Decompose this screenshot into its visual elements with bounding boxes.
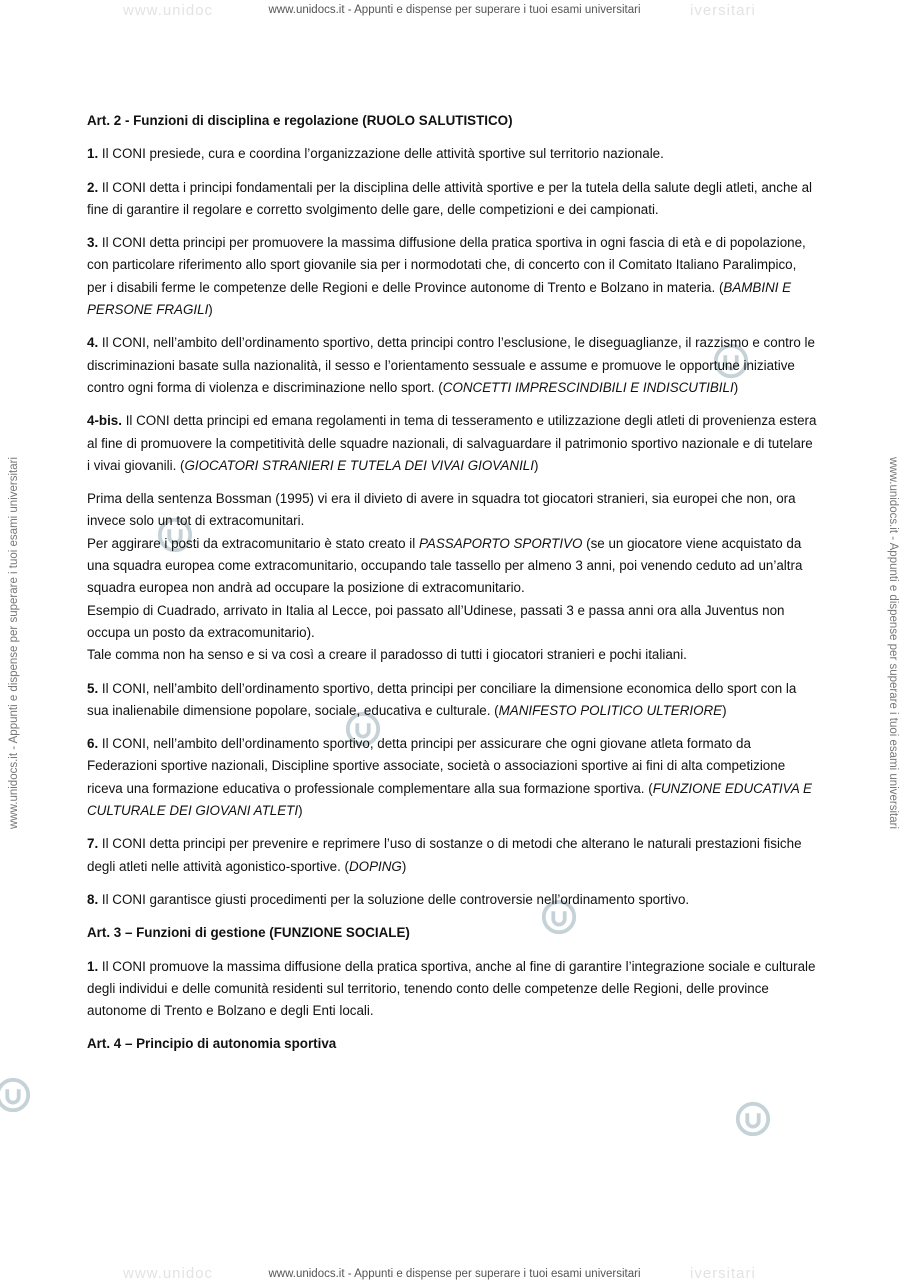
paragraph-text: Il CONI detta i principi fondamentali per la disciplina delle attività sportive e per la tutela della salute degli atleti, anche al fine di garantire il regolare e corretto svolgimento delle gare, delle competizioni e dei campionati. [87, 179, 812, 217]
paren-close: ) [401, 858, 407, 874]
paragraph-number: 4. [87, 335, 99, 351]
art2-paragraph-8 [87, 889, 817, 911]
document-body [87, 110, 817, 1067]
watermark-logo-icon [0, 1076, 32, 1114]
art2-paragraph-1 [87, 143, 817, 165]
watermark-side-right: www.unidocs.it - Appunti e dispense per superare i tuoi esami universitari [887, 456, 899, 830]
paragraph-number: 5. [87, 680, 99, 696]
paren-close: ) [733, 379, 739, 395]
paragraph-note: BAMBINI E PERSONE FRAGILI [87, 279, 792, 318]
watermark-footer: www.unidocs.it - Appunti e dispense per superare i tuoi esami universitari [268, 1268, 641, 1280]
art2-heading: Art. 2 - Funzioni di disciplina e regolazione (RUOLO SALUTISTICO) [87, 113, 513, 128]
paragraph-text: Il CONI garantisce giusti procedimenti per la soluzione delle controversie nell’ordinamento sportivo. [98, 891, 690, 907]
art2-paragraph-2 [87, 177, 817, 222]
paragraph-number: 4-bis. [87, 413, 122, 429]
paragraph-text: Il CONI detta principi per promuovere la massima diffusione della pratica sportiva in ogni fascia di età e di popolazione, con particolare riferimento allo sport giovanile sia per i normodotati che, di concerto con il Comitato Italiano Paralimpico, per i disabili ferme le competenze delle Regioni e delle Province autonome di Trento e Bolzano in materia. ( [87, 235, 806, 295]
paragraph-text: Il CONI detta principi per prevenire e reprimere l’uso di sostanze o di metodi che alterano le naturali prestazioni fisiche degli atleti nelle attività agonistico-sportive. ( [87, 836, 802, 874]
paragraph-text: Il CONI detta principi ed emana regolamenti in tema di tesseramento e utilizzazione degli atleti di provenienza estera al fine di promuovere la competitività delle squadre nazionali, di salvaguardare il patrimonio sportivo nazionale e di tutelare i vivai giovanili. ( [87, 413, 817, 473]
paragraph-number: 8. [87, 891, 99, 907]
art2-paragraph-4bis [87, 410, 817, 477]
art3-paragraph-1 [87, 956, 817, 1023]
watermark-logo-icon [734, 1100, 772, 1138]
comment-text: Per aggirare i posti da extracomunitario è stato creato il [87, 535, 419, 551]
art2-paragraph-5 [87, 678, 817, 723]
paragraph-note: GIOCATORI STRANIERI E TUTELA DEI VIVAI GIOVANILI [184, 457, 534, 473]
art2-paragraph-7 [87, 833, 817, 878]
comment-italic: PASSAPORTO SPORTIVO [418, 535, 583, 551]
art2-paragraph-3 [87, 232, 817, 321]
paren-close: ) [298, 803, 303, 819]
paragraph-text: Il CONI, nell’ambito dell’ordinamento sportivo, detta principi per conciliare la dimensione economica dello sport con la sua inalienabile dimensione popolare, sociale, educativa e culturale. ( [87, 680, 797, 718]
watermark-side-left: www.unidocs.it - Appunti e dispense per superare i tuoi esami universitari [8, 456, 20, 830]
art4-heading: Art. 4 – Principio di autonomia sportiva [87, 1036, 337, 1052]
comment-line-3: Esempio di Cuadrado, arrivato in Italia al Lecce, poi passato all’Udinese, passati 3 e passa anni ora alla Juventus non occupa un posto da extracomunitario). [87, 602, 785, 640]
paragraph-number: 1. [87, 146, 99, 162]
paragraph-number: 6. [87, 736, 99, 752]
paren-close: ) [722, 702, 727, 718]
art3-heading: Art. 3 – Funzioni di gestione (FUNZIONE SOCIALE) [87, 925, 410, 941]
watermark-ghost-bottom-left: www.unidoc [123, 1265, 214, 1282]
paragraph-text: Il CONI, nell’ambito dell’ordinamento sportivo, detta principi contro l’esclusione, le diseguaglianze, il razzismo e contro le discriminazioni basate sulla nazionalità, il sesso e l’orientamento sessuale e assume e promuove le opportune iniziative contro ogni forma di violenza e discriminazione nello sport. ( [87, 335, 815, 395]
watermark-ghost-bottom-right: iversitari [690, 1265, 756, 1282]
paragraph-note: DOPING [349, 858, 402, 874]
comment-line-4: Tale comma non ha senso e si va così a creare il paradosso di tutti i giocatori stranieri e pochi italiani. [87, 647, 687, 663]
watermark-ghost-top-left: www.unidoc [123, 2, 214, 19]
art2-paragraph-4 [87, 332, 817, 399]
paragraph-note: CONCETTI IMPRESCINDIBILI E INDISCUTIBILI [442, 379, 734, 395]
art2-paragraph-6 [87, 733, 817, 822]
comment-line-1: Prima della sentenza Bossman (1995) vi era il divieto di avere in squadra tot giocatori stranieri, sia europei che non, ora invece solo un tot di extracomunitari. [87, 491, 796, 529]
paragraph-number: 1. [87, 958, 99, 974]
comment-text: (se un giocatore viene acquistato da una squadra europea come extracomunitario, occupando tale tassello per almeno 3 anni, poi venendo ceduto ad un’altra squadra europea non andrà ad occupare la posizione di extracomunitario. [87, 535, 803, 596]
paragraph-note: FUNZIONE EDUCATIVA E CULTURALE DEI GIOVANI ATLETI [87, 780, 812, 819]
paren-close: ) [533, 457, 539, 473]
paragraph-number: 2. [87, 179, 99, 195]
watermark-header: www.unidocs.it - Appunti e dispense per superare i tuoi esami universitari [268, 4, 641, 16]
paragraph-note: MANIFESTO POLITICO ULTERIORE [498, 702, 723, 718]
comment-line-2 [87, 533, 817, 600]
paragraph-number: 3. [87, 235, 99, 251]
watermark-ghost-top-right: iversitari [690, 2, 756, 19]
paragraph-text: Il CONI promuove la massima diffusione della pratica sportiva, anche al fine di garantire l’integrazione sociale e culturale degli individui e delle comunità residenti sul territorio, tenendo conto delle competenze delle Regioni, delle province autonome di Trento e Bolzano e degli Enti locali. [87, 958, 816, 1019]
paragraph-text: Il CONI presiede, cura e coordina l’organizzazione delle attività sportive sul territorio nazionale. [98, 146, 664, 162]
paragraph-number: 7. [87, 836, 99, 852]
paragraph-text: Il CONI, nell’ambito dell’ordinamento sportivo, detta principi per assicurare che ogni giovane atleta formato da Federazioni sportive nazionali, Discipline sportive associate, società o associazioni sportive ai fini di alta competizione riceva una formazione educativa o professionale complementare alla sua formazione sportiva. ( [87, 736, 786, 796]
paren-close: ) [208, 302, 213, 318]
author-comment [87, 488, 817, 666]
